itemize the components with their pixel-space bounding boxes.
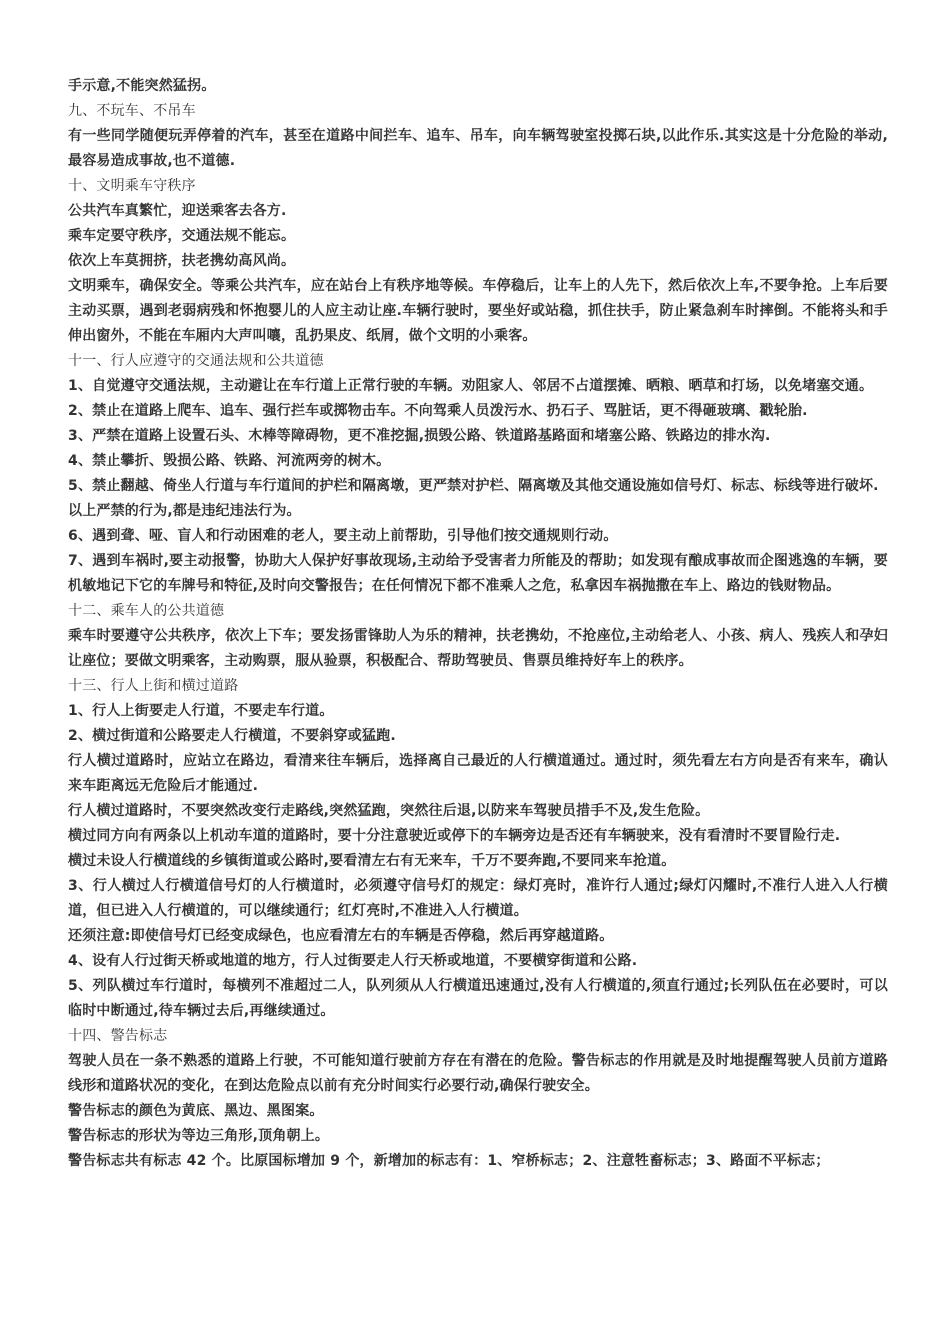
body-paragraph: 横过未设人行横道线的乡镇街道或公路时,要看清左右有无来车，千万不要奔跑,不要同来车抢道。 bbox=[68, 853, 676, 869]
section-heading: 十二、乘车人的公共道德 bbox=[68, 603, 225, 619]
body-paragraph: 4、设有人行过街天桥或地道的地方，行人过街要走人行天桥或地道，不要横穿街道和公路. bbox=[68, 953, 638, 969]
body-paragraph: 3、严禁在道路上设置石头、木棒等障碍物，更不准挖掘,损毁公路、铁道路基路面和堵塞公路、铁路边的排水沟. bbox=[68, 428, 771, 444]
section-heading: 十三、行人上街和横过道路 bbox=[68, 678, 239, 694]
body-paragraph: 公共汽车真繁忙，迎送乘客去各方. bbox=[68, 203, 287, 219]
body-paragraph: 横过同方向有两条以上机动车道的道路时，要十分注意驶近或停下的车辆旁边是否还有车辆驶来，没有看清时不要冒险行走. bbox=[68, 828, 841, 844]
body-paragraph: 手示意,不能突然猛拐。 bbox=[68, 78, 216, 94]
body-paragraph: 1、行人上街要走人行道，不要走车行道。 bbox=[68, 703, 334, 719]
section-heading: 九、不玩车、不吊车 bbox=[68, 103, 196, 119]
section-heading: 十四、警告标志 bbox=[68, 1028, 168, 1044]
body-paragraph: 有一些同学随便玩弄停着的汽车，甚至在道路中间拦车、追车、吊车，向车辆驾驶室投掷石块,以此作乐.其实这是十分危险的举动,最容易造成事故,也不道德. bbox=[68, 128, 888, 169]
body-paragraph: 警告标志共有标志 42 个。比原国标增加 9 个，新增加的标志有：1、窄桥标志；2、注意牲畜标志；3、路面不平标志； bbox=[68, 1153, 830, 1169]
body-paragraph: 乘车定要守秩序，交通法规不能忘。 bbox=[68, 228, 296, 244]
body-paragraph: 7、遇到车祸时,要主动报警，协助大人保护好事故现场,主动给予受害者力所能及的帮助；如发现有酿成事故而企图逃逸的车辆，要机敏地记下它的车牌号和特征,及时向交警报告；在任何情况下都不准乘人之危，私拿因车祸抛撒在车上、路边的钱财物品。 bbox=[68, 553, 888, 594]
body-paragraph: 行人横过道路时，不要突然改变行走路线,突然猛跑，突然往后退,以防来车驾驶员措手不及,发生危险。 bbox=[68, 803, 710, 819]
body-paragraph: 1、自觉遵守交通法规，主动避让在车行道上正常行驶的车辆。劝阻家人、邻居不占道摆摊、晒粮、晒草和打场，以免堵塞交通。 bbox=[68, 378, 874, 394]
body-paragraph: 4、禁止攀折、毁损公路、铁路、河流两旁的树木。 bbox=[68, 453, 391, 469]
body-paragraph: 3、行人横过人行横道信号灯的人行横道时，必须遵守信号灯的规定：绿灯亮时，准许行人通过;绿灯闪耀时,不准行人进入人行横道，但已进入人行横道的，可以继续通行；红灯亮时,不准进入人行横道。 bbox=[68, 878, 888, 919]
body-paragraph: 警告标志的形状为等边三角形,顶角朝上。 bbox=[68, 1128, 330, 1144]
body-paragraph: 驾驶人员在一条不熟悉的道路上行驶，不可能知道行驶前方存在有潜在的危险。警告标志的作用就是及时地提醒驾驶人员前方道路线形和道路状况的变化，在到达危险点以前有充分时间实行必要行动,确保行驶安全。 bbox=[68, 1053, 888, 1094]
body-paragraph: 行人横过道路时，应站立在路边，看清来往车辆后，选择离自己最近的人行横道通过。通过时，须先看左右方向是否有来车，确认来车距离远无危险后才能通过. bbox=[68, 753, 888, 794]
section-heading: 十、文明乘车守秩序 bbox=[68, 178, 196, 194]
body-paragraph: 5、列队横过车行道时，每横列不准超过二人，队列须从人行横道迅速通过,没有人行横道的,须直行通过;长列队伍在必要时，可以临时中断通过,待车辆过去后,再继续通过。 bbox=[68, 978, 888, 1019]
body-paragraph: 以上严禁的行为,都是违纪违法行为。 bbox=[68, 503, 301, 519]
document-body bbox=[68, 74, 888, 1174]
body-paragraph: 5、禁止翻越、倚坐人行道与车行道间的护栏和隔离墩，更严禁对护栏、隔离墩及其他交通设施如信号灯、标志、标线等进行破坏. bbox=[68, 478, 879, 494]
body-paragraph: 还须注意:即使信号灯已经变成绿色，也应看清左右的车辆是否停稳，然后再穿越道路。 bbox=[68, 928, 614, 944]
body-paragraph: 6、遇到聋、哑、盲人和行动困难的老人，要主动上前帮助，引导他们按交通规则行动。 bbox=[68, 528, 618, 544]
section-heading: 十一、行人应遵守的交通法规和公共道德 bbox=[68, 353, 324, 369]
body-paragraph: 乘车时要遵守公共秩序，依次上下车；要发扬雷锋助人为乐的精神，扶老携幼，不抢座位,主动给老人、小孩、病人、残疾人和孕妇让座位；要做文明乘客，主动购票，服从验票，积极配合、帮助驾驶员、售票员维持好车上的秩序。 bbox=[68, 628, 888, 669]
body-paragraph: 警告标志的颜色为黄底、黑边、黑图案。 bbox=[68, 1103, 324, 1119]
body-paragraph: 文明乘车，确保安全。等乘公共汽车，应在站台上有秩序地等候。车停稳后，让车上的人先下，然后依次上车,不要争抢。上车后要主动买票，遇到老弱病残和怀抱婴儿的人应主动让座.车辆行驶时，要坐好或站稳，抓住扶手，防止紧急刹车时摔倒。不能将头和手伸出窗外，不能在车厢内大声叫嚷，乱扔果皮、纸屑，做个文明的小乘客。 bbox=[68, 278, 888, 344]
body-paragraph: 2、禁止在道路上爬车、追车、强行拦车或掷物击车。不向驾乘人员泼污水、扔石子、骂脏话，更不得砸玻璃、戳轮胎. bbox=[68, 403, 808, 419]
body-paragraph: 依次上车莫拥挤，扶老携幼高风尚。 bbox=[68, 253, 296, 269]
body-paragraph: 2、横过街道和公路要走人行横道，不要斜穿或猛跑. bbox=[68, 728, 396, 744]
